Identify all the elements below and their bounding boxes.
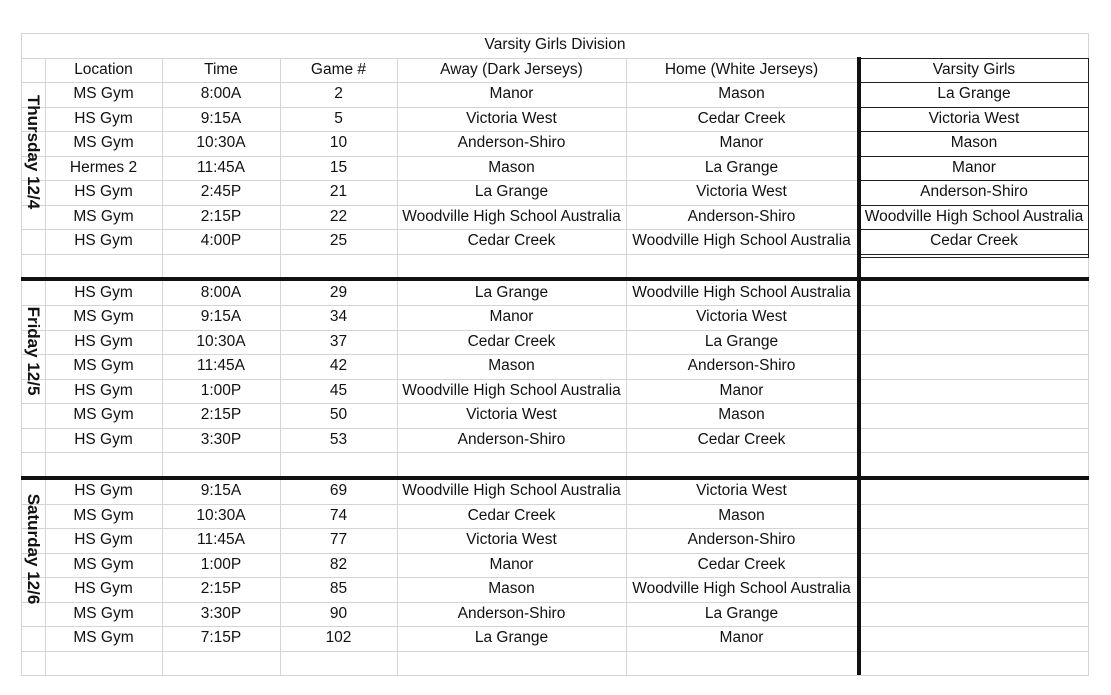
game-home-cell: Victoria West: [696, 183, 787, 200]
game-home-cell: Anderson-Shiro: [687, 531, 796, 548]
game-home-cell: La Grange: [704, 604, 779, 622]
game-game-cell: 21: [329, 183, 348, 200]
game-location-cell: HS Gym: [74, 183, 133, 200]
game-home-cell: Woodville High School Australia: [632, 580, 851, 597]
teams-border: [861, 107, 1089, 108]
game-game-cell: 34: [329, 308, 348, 325]
game-away-cell: Manor: [489, 85, 534, 102]
division-title: Varsity Girls Division: [484, 36, 626, 53]
schedule-sheet: [21, 33, 1089, 675]
game-home-cell: Mason: [718, 85, 765, 102]
game-away-cell: Victoria West: [466, 531, 557, 548]
game-away-cell: Mason: [488, 580, 535, 597]
game-game-cell: 74: [329, 506, 348, 524]
game-home-cell: La Grange: [704, 332, 779, 350]
game-away-cell: Woodville High School Australia: [402, 207, 621, 225]
column-header-home: Home (White Jerseys): [664, 60, 819, 78]
team-list-item: Victoria West: [928, 109, 1020, 127]
grid-line: [21, 452, 1089, 453]
game-time-cell: 9:15A: [200, 109, 242, 127]
grid-line: [21, 33, 1089, 34]
team-list-item: Anderson-Shiro: [920, 183, 1028, 200]
game-location-cell: HS Gym: [74, 531, 133, 548]
game-location-cell: HS Gym: [74, 580, 133, 597]
game-home-cell: Manor: [719, 629, 764, 646]
game-location-cell: MS Gym: [73, 555, 134, 573]
game-time-cell: 10:30A: [196, 506, 246, 524]
team-list-item: Manor: [952, 158, 996, 176]
game-away-cell: Mason: [488, 158, 535, 176]
game-location-cell: MS Gym: [73, 604, 134, 622]
game-away-cell: Manor: [489, 555, 534, 573]
game-away-cell: Victoria West: [466, 406, 557, 423]
game-home-cell: Cedar Creek: [697, 430, 786, 448]
game-game-cell: 102: [325, 629, 352, 646]
game-game-cell: 2: [334, 85, 343, 102]
team-list-item: Cedar Creek: [930, 232, 1018, 249]
game-time-cell: 7:15P: [200, 629, 242, 646]
game-location-cell: MS Gym: [73, 207, 134, 225]
game-time-cell: 11:45A: [197, 158, 245, 176]
game-time-cell: 11:45A: [197, 357, 245, 374]
game-location-cell: HS Gym: [74, 232, 133, 249]
day-label: Friday 12/5: [24, 306, 43, 395]
game-location-cell: HS Gym: [74, 381, 133, 399]
teams-border: [861, 205, 1089, 206]
game-game-cell: 5: [334, 109, 343, 127]
teams-border: [861, 257, 1089, 258]
game-game-cell: 22: [329, 207, 348, 225]
game-time-cell: 9:15A: [200, 308, 242, 325]
game-home-cell: Anderson-Shiro: [687, 357, 796, 374]
game-game-cell: 45: [329, 381, 348, 399]
game-away-cell: Anderson-Shiro: [457, 430, 566, 448]
game-location-cell: MS Gym: [73, 85, 134, 102]
teams-header: Varsity Girls: [932, 60, 1016, 78]
teams-border: [861, 180, 1089, 181]
game-time-cell: 8:00A: [200, 85, 242, 102]
team-list-item: La Grange: [937, 85, 1011, 102]
game-home-cell: Victoria West: [696, 482, 787, 499]
game-location-cell: MS Gym: [73, 357, 134, 374]
teams-border: [861, 254, 1089, 255]
game-time-cell: 1:00P: [200, 555, 242, 573]
game-away-cell: Cedar Creek: [467, 506, 556, 524]
grid-line: [21, 651, 1089, 652]
game-game-cell: 77: [329, 531, 348, 548]
game-location-cell: HS Gym: [74, 482, 133, 499]
game-game-cell: 29: [329, 283, 348, 301]
game-home-cell: Cedar Creek: [697, 555, 786, 573]
game-game-cell: 15: [329, 158, 348, 176]
day-label: Saturday 12/6: [24, 493, 43, 605]
game-game-cell: 69: [329, 482, 348, 499]
column-header-location: Location: [74, 60, 133, 78]
day-separator: [21, 476, 1089, 480]
game-game-cell: 25: [329, 232, 348, 249]
game-home-cell: Woodville High School Australia: [632, 283, 851, 301]
game-time-cell: 2:15P: [200, 580, 242, 597]
game-game-cell: 42: [329, 357, 348, 374]
game-time-cell: 1:00P: [200, 381, 242, 399]
teams-border: [861, 229, 1089, 230]
game-home-cell: Anderson-Shiro: [687, 207, 796, 225]
game-away-cell: La Grange: [474, 183, 549, 200]
game-home-cell: Manor: [719, 134, 764, 151]
game-away-cell: Anderson-Shiro: [457, 604, 566, 622]
game-away-cell: Cedar Creek: [467, 232, 556, 249]
game-location-cell: MS Gym: [73, 506, 134, 524]
team-list-item: Mason: [950, 134, 998, 151]
game-time-cell: 10:30A: [196, 134, 246, 151]
game-away-cell: Woodville High School Australia: [402, 381, 621, 399]
game-time-cell: 3:30P: [200, 604, 242, 622]
game-game-cell: 50: [329, 406, 348, 423]
game-game-cell: 10: [329, 134, 348, 151]
game-away-cell: La Grange: [474, 629, 549, 646]
day-separator: [21, 277, 1089, 281]
game-location-cell: HS Gym: [74, 430, 133, 448]
game-home-cell: Woodville High School Australia: [632, 232, 851, 249]
game-time-cell: 8:00A: [200, 283, 242, 301]
game-home-cell: Cedar Creek: [697, 109, 786, 127]
game-time-cell: 3:30P: [200, 430, 242, 448]
grid-line: [21, 675, 1089, 676]
teams-border: [1088, 58, 1089, 257]
game-away-cell: Victoria West: [466, 109, 557, 127]
game-location-cell: MS Gym: [73, 406, 134, 423]
game-time-cell: 10:30A: [196, 332, 246, 350]
teams-border: [861, 131, 1089, 132]
game-away-cell: Anderson-Shiro: [457, 134, 566, 151]
game-away-cell: Manor: [489, 308, 534, 325]
game-location-cell: MS Gym: [73, 308, 134, 325]
game-home-cell: Mason: [718, 406, 765, 423]
game-time-cell: 4:00P: [200, 232, 242, 249]
game-away-cell: Cedar Creek: [467, 332, 556, 350]
game-location-cell: Hermes 2: [69, 158, 138, 176]
game-location-cell: MS Gym: [73, 134, 134, 151]
game-time-cell: 2:45P: [200, 183, 242, 200]
game-game-cell: 82: [329, 555, 348, 573]
teams-border: [861, 58, 1089, 59]
team-list-item: Woodville High School Australia: [864, 207, 1084, 225]
game-time-cell: 2:15P: [200, 207, 242, 225]
column-header-game: Game #: [310, 60, 367, 78]
game-game-cell: 90: [329, 604, 348, 622]
game-away-cell: Mason: [488, 357, 535, 374]
teams-border: [861, 156, 1089, 157]
game-home-cell: Victoria West: [696, 308, 787, 325]
game-time-cell: 9:15A: [200, 482, 242, 499]
game-time-cell: 11:45A: [197, 531, 245, 548]
game-location-cell: HS Gym: [74, 283, 133, 301]
game-location-cell: MS Gym: [73, 629, 134, 646]
game-location-cell: HS Gym: [74, 109, 133, 127]
game-location-cell: HS Gym: [74, 332, 133, 350]
game-home-cell: La Grange: [704, 158, 779, 176]
game-away-cell: La Grange: [474, 283, 549, 301]
game-game-cell: 53: [329, 430, 348, 448]
game-home-cell: Manor: [719, 381, 764, 399]
column-header-time: Time: [204, 60, 238, 78]
game-time-cell: 2:15P: [200, 406, 242, 423]
game-game-cell: 37: [329, 332, 348, 350]
game-away-cell: Woodville High School Australia: [402, 482, 621, 499]
game-home-cell: Mason: [718, 506, 765, 524]
day-label: Thursday 12/4: [24, 94, 43, 210]
column-header-away: Away (Dark Jerseys): [440, 60, 583, 78]
teams-border: [861, 82, 1089, 83]
game-game-cell: 85: [329, 580, 348, 597]
